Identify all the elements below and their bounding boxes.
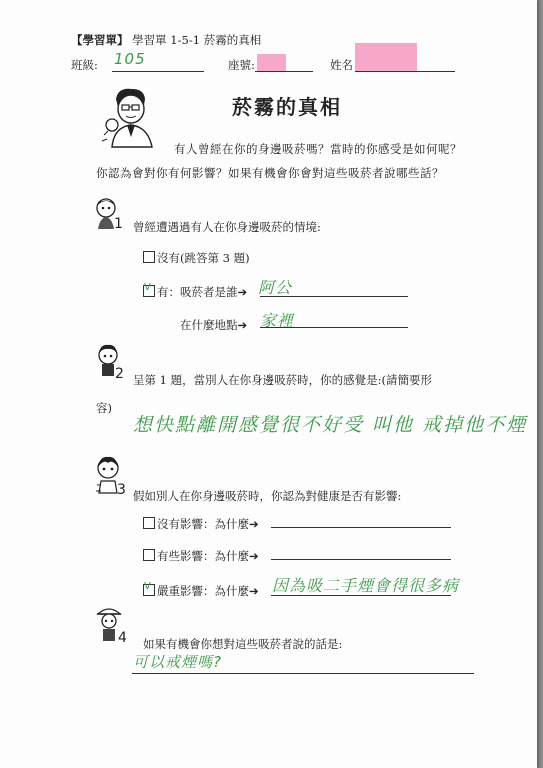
q1-option-yes[interactable] xyxy=(143,284,247,300)
class-value[interactable]: 105 xyxy=(114,50,146,68)
q3-serious-checkbox[interactable] xyxy=(143,584,155,596)
q1-location-underline xyxy=(260,327,408,328)
q1-prompt: 曾經遭遇過有人在你身邊吸菸的情境: xyxy=(133,220,321,234)
q3-some-label: 有些影響：為什麼➔ xyxy=(157,549,259,563)
teacher-illustration xyxy=(98,85,164,149)
q3-number: 3 xyxy=(117,482,126,498)
class-underline xyxy=(112,71,204,72)
page-title: 菸霧的真相 xyxy=(232,95,342,119)
q3-none-underline xyxy=(271,527,451,528)
q1-location-answer[interactable]: 家裡 xyxy=(260,311,295,330)
q2-prompt-line2: 容) xyxy=(96,401,112,415)
class-label: 班級: xyxy=(71,58,98,72)
name-underline xyxy=(355,71,455,72)
q1-smoker-underline xyxy=(260,296,408,297)
q3-none-label: 沒有影響：為什麼➔ xyxy=(157,517,259,531)
q1-yes-checkbox[interactable] xyxy=(143,285,155,297)
q3-none-checkbox[interactable] xyxy=(143,517,155,529)
name-redaction xyxy=(355,43,417,72)
seat-label: 座號: xyxy=(228,58,255,72)
q4-answer[interactable]: 可以戒煙嗎? xyxy=(133,653,222,671)
q3-some-underline xyxy=(271,559,451,560)
q1-no-label: 沒有(跳答第 3 題) xyxy=(157,251,250,265)
seat-underline xyxy=(255,71,313,72)
q1-smoker-answer[interactable]: 阿公 xyxy=(258,278,293,297)
q3-serious-label: 嚴重影響：為什麼➔ xyxy=(157,584,259,598)
q4-prompt: 如果有機會你想對這些吸菸者說的話是: xyxy=(143,637,343,651)
q2-number: 2 xyxy=(115,366,124,382)
q1-option-no[interactable] xyxy=(143,250,250,266)
intro-line-2: 你認為會對你有何影響？如果有機會你會對這些吸菸者說哪些話？ xyxy=(96,166,444,180)
q1-location-label: 在什麼地點➔ xyxy=(180,318,248,332)
q4-number: 4 xyxy=(118,630,127,646)
worksheet-number: 學習單 1-5-1 菸霧的真相 xyxy=(132,33,262,47)
q3-option-serious[interactable] xyxy=(143,583,259,599)
q2-prompt-line1: 呈第 1 題，當別人在你身邊吸菸時，你的感覺是:(請簡要形 xyxy=(133,373,432,387)
q3-prompt: 假如別人在你身邊吸菸時，你認為對健康是否有影響: xyxy=(133,489,402,503)
q3-serious-answer[interactable]: 因為吸二手煙會得很多病 xyxy=(272,576,460,595)
name-label: 姓名 xyxy=(330,58,353,72)
seat-redaction xyxy=(257,54,286,71)
q1-yes-label: 有：吸菸者是誰➔ xyxy=(157,285,248,299)
q3-serious-underline xyxy=(271,595,451,596)
q3-some-checkbox[interactable] xyxy=(143,549,155,561)
q3-option-none[interactable] xyxy=(143,516,259,532)
tag-label: 【學習單】 xyxy=(71,33,129,47)
q1-number: 1 xyxy=(114,216,123,232)
q2-answer[interactable]: 想快點離開感覺很不好受 叫他 戒掉他不煙 xyxy=(133,414,528,436)
worksheet-header xyxy=(71,32,261,48)
q1-no-checkbox[interactable] xyxy=(143,251,155,263)
intro-line-1: 有人曾經在你的身邊吸菸嗎？當時的你感受是如何呢？ xyxy=(174,142,462,156)
q4-underline xyxy=(132,673,474,674)
q3-option-some[interactable] xyxy=(143,548,259,564)
